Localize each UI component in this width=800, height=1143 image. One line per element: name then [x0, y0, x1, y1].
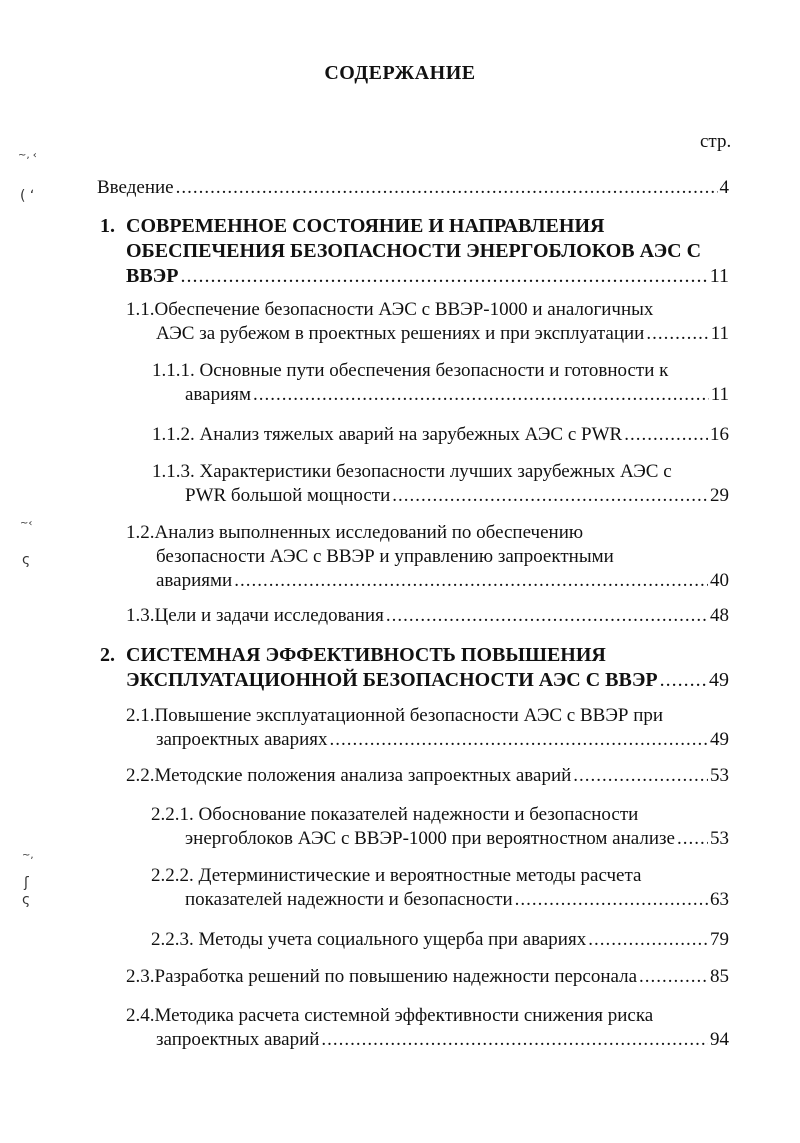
- chapter-number: 2.: [100, 644, 115, 666]
- margin-scan-mark: ~‚ ‹: [18, 150, 37, 161]
- toc-section-1-1[interactable]: [126, 298, 729, 346]
- dot-leader: [646, 322, 708, 346]
- dot-leader: [329, 728, 708, 752]
- toc-section-2-2-3[interactable]: [151, 928, 729, 952]
- dot-leader: [639, 965, 708, 989]
- toc-section-2-2-1[interactable]: [151, 803, 729, 851]
- dot-leader: [321, 1028, 708, 1052]
- toc-entry-text: 2.1.Повышение эксплуатационной безопасности АЭС с ВВЭР при: [126, 705, 664, 726]
- dot-leader: [677, 827, 708, 851]
- toc-chapter-1[interactable]: [100, 214, 729, 289]
- toc-page-number: 11: [709, 265, 729, 287]
- margin-scan-mark: ς: [22, 552, 31, 568]
- toc-entry-text: ОБЕСПЕЧЕНИЯ БЕЗОПАСНОСТИ ЭНЕРГОБЛОКОВ АЭС С: [126, 240, 702, 262]
- toc-section-2-2[interactable]: [126, 764, 729, 788]
- margin-scan-mark: ( ʻ: [20, 188, 35, 204]
- toc-entry-text: 1.1.2. Анализ тяжелых аварий на зарубежных АЭС с PWR: [152, 424, 623, 445]
- margin-scan-mark: ~,: [22, 850, 34, 861]
- toc-page-number: 49: [710, 729, 729, 750]
- toc-entry-text: 2.2.2. Детерминистические и вероятностные методы расчета: [151, 865, 642, 886]
- margin-scan-mark: ~‹: [20, 518, 33, 529]
- page-column-label: стр.: [700, 131, 732, 152]
- dot-leader: [515, 888, 708, 912]
- chapter-number: 1.: [100, 215, 115, 237]
- dot-leader: [180, 264, 707, 289]
- toc-page-number: 49: [709, 669, 729, 691]
- toc-entry-text: запроектных аварий: [156, 1029, 320, 1050]
- toc-entry-text: безопасности АЭС с ВВЭР и управлению запроектными: [156, 546, 614, 567]
- toc-page-number: 53: [710, 765, 729, 786]
- toc-page-number: 4: [719, 177, 729, 198]
- toc-entry-text: ВВЭР: [126, 265, 179, 287]
- toc-page-number: 94: [710, 1029, 729, 1050]
- margin-scan-mark: ς: [22, 892, 31, 908]
- toc-page-number: 16: [710, 424, 729, 445]
- toc-chapter-2[interactable]: [100, 643, 729, 693]
- toc-page-number: 79: [710, 929, 729, 950]
- dot-leader: [588, 928, 708, 952]
- toc-page-number: 48: [710, 605, 729, 626]
- dot-leader: [624, 423, 708, 447]
- toc-entry-text: АЭС за рубежом в проектных решениях и при эксплуатации: [156, 323, 645, 344]
- toc-entry-text: 1.3.Цели и задачи исследования: [126, 605, 384, 626]
- toc-entry-text: СОВРЕМЕННОЕ СОСТОЯНИЕ И НАПРАВЛЕНИЯ: [126, 215, 605, 237]
- toc-section-1-1-3[interactable]: [152, 460, 729, 508]
- dot-leader: [234, 569, 708, 593]
- toc-entry-text: 1.1.1. Основные пути обеспечения безопасности и готовности к: [152, 360, 669, 381]
- dot-leader: [392, 484, 708, 508]
- dot-leader: [386, 604, 708, 628]
- toc-section-2-4[interactable]: [126, 1004, 729, 1052]
- dot-leader: [176, 176, 718, 200]
- toc-entry-text: 2.2.Методские положения анализа запроектных аварий: [126, 765, 572, 786]
- dot-leader: [660, 668, 707, 693]
- toc-entry-text: показателей надежности и безопасности: [185, 889, 513, 910]
- toc-entry-text: СИСТЕМНАЯ ЭФФЕКТИВНОСТЬ ПОВЫШЕНИЯ: [126, 644, 606, 666]
- toc-section-2-3[interactable]: [126, 965, 729, 989]
- toc-page-number: 11: [710, 384, 729, 405]
- toc-entry-text: 2.2.1. Обоснование показателей надежности и безопасности: [151, 804, 639, 825]
- toc-section-1-1-2[interactable]: [152, 423, 729, 447]
- toc-entry-text: 2.4.Методика расчета системной эффективности снижения риска: [126, 1005, 654, 1026]
- toc-section-1-1-1[interactable]: [152, 359, 729, 407]
- toc-entry-text: PWR большой мощности: [185, 485, 391, 506]
- toc-entry-text: 2.3.Разработка решений по повышению надежности персонала: [126, 966, 638, 987]
- toc-entry-text: 1.1.3. Характеристики безопасности лучших зарубежных АЭС с: [152, 461, 672, 482]
- toc-page-number: 11: [710, 323, 729, 344]
- toc-entry-text: авариями: [156, 570, 233, 591]
- toc-entry-text: 2.2.3. Методы учета социального ущерба при авариях: [151, 929, 587, 950]
- toc-page-number: 29: [710, 485, 729, 506]
- toc-entry-text: 1.2.Анализ выполненных исследований по обеспечению: [126, 522, 584, 543]
- toc-entry-text: запроектных авариях: [156, 729, 328, 750]
- toc-entry-text: авариям: [185, 384, 252, 405]
- dot-leader: [253, 383, 709, 407]
- toc-entry-text: 1.1.Обеспечение безопасности АЭС с ВВЭР-1000 и аналогичных: [126, 299, 654, 320]
- toc-section-1-2[interactable]: [126, 521, 729, 593]
- toc-page-number: 85: [710, 966, 729, 987]
- margin-scan-mark: ʃ: [24, 875, 29, 891]
- dot-leader: [573, 764, 708, 788]
- toc-page-number: 40: [710, 570, 729, 591]
- toc-entry-text: энергоблоков АЭС с ВВЭР-1000 при вероятностном анализе: [185, 828, 675, 849]
- toc-page-number: 63: [710, 889, 729, 910]
- toc-section-2-1[interactable]: [126, 704, 729, 752]
- page-title: СОДЕРЖАНИЕ: [324, 62, 476, 84]
- toc-entry-text: ЭКСПЛУАТАЦИОННОЙ БЕЗОПАСНОСТИ АЭС С ВВЭР: [126, 669, 658, 691]
- toc-page-number: 53: [710, 828, 729, 849]
- toc-entry-intro[interactable]: [97, 176, 729, 200]
- toc-section-2-2-2[interactable]: [151, 864, 729, 912]
- toc-section-1-3[interactable]: [126, 604, 729, 628]
- toc-entry-text: Введение: [97, 177, 174, 198]
